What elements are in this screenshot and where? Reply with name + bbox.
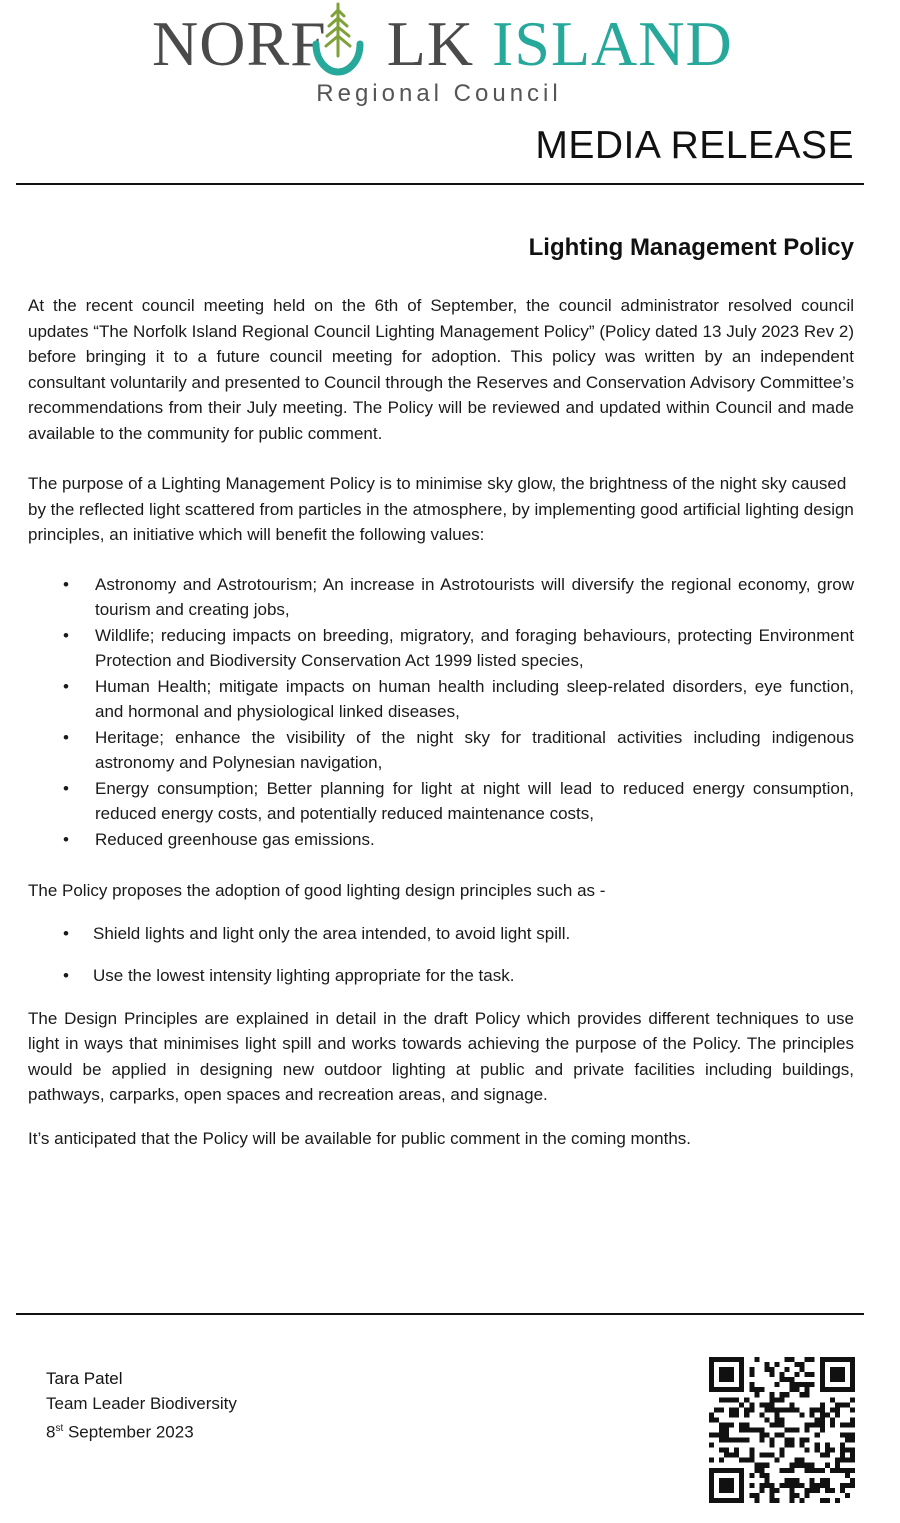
council-logo xyxy=(0,0,900,112)
paragraph-purpose: The purpose of a Lighting Management Policy is to minimise sky glow, the brightness of the night sky caused by the reflected light scattered from particles in the atmosphere, by implementing good artificial lighting design principles, an initiative which will benefit the following values: xyxy=(28,474,854,544)
bullet-icon: • xyxy=(63,727,69,747)
paragraph-public-comment: It’s anticipated that the Policy will be available for public comment in the coming months. xyxy=(28,1128,692,1148)
logo-word-norfolk-start: NORF xyxy=(152,8,327,79)
list-item-text: Energy consumption; Better planning for light at night will lead to reduced energy consumption, reduced energy costs, and potentially reduced maintenance costs, xyxy=(95,778,854,823)
bullet-icon: • xyxy=(63,676,69,696)
list-item-text: Reduced greenhouse gas emissions. xyxy=(95,829,375,849)
logo-wordmark xyxy=(152,10,733,78)
list-item-text: Heritage; enhance the visibility of the night sky for traditional activities including indigenous astronomy and Polynesian navigation, xyxy=(95,727,854,772)
release-date-suffix: st xyxy=(55,1423,64,1434)
list-item-text: Use the lowest intensity lighting appropriate for the task. xyxy=(93,966,515,985)
list-item xyxy=(28,572,854,623)
list-item-text: Wildlife; reducing impacts on breeding, migratory, and foraging behaviours, protecting Environment Protection and Biodiversity Conservation Act 1999 listed species, xyxy=(95,625,854,670)
list-item xyxy=(28,921,854,947)
release-date-day: 8 xyxy=(46,1422,56,1442)
values-list xyxy=(28,572,854,853)
paragraph-intro: At the recent council meeting held on the 6th of September, the council administrator resolved council updates “The Norfolk Island Regional Council Lighting Management Policy” (Policy dated 13 July 2023 Rev 2) before bringing it to a future council meeting for adoption. This policy was written by an independent consultant voluntarily and presented to Council through the Reserves and Conservation Advisory Committee’s recommendations from their July meeting. The Policy will be reviewed and updated within Council and made available to the community for public comment. xyxy=(28,296,854,443)
bullet-icon: • xyxy=(63,574,69,594)
article-title: Lighting Management Policy xyxy=(528,234,854,261)
list-item-text: Human Health; mitigate impacts on human health including sleep-related disorders, eye function, and hormonal and physiological linked diseases, xyxy=(95,676,854,721)
release-date xyxy=(46,1416,237,1445)
logo-word-norfolk-end: LK xyxy=(386,8,475,79)
list-item xyxy=(28,827,854,853)
paragraph-principles-intro: The Policy proposes the adoption of good lighting design principles such as - xyxy=(28,881,606,900)
header-divider xyxy=(16,183,864,185)
document-type-heading: MEDIA RELEASE xyxy=(535,124,854,167)
bullet-icon: • xyxy=(63,829,69,849)
logo-subtitle: Regional Council xyxy=(316,80,562,107)
footer-divider xyxy=(16,1313,864,1315)
article-body xyxy=(28,293,854,1151)
release-date-rest: September 2023 xyxy=(63,1422,194,1442)
list-item xyxy=(28,674,854,725)
list-item xyxy=(28,623,854,674)
list-item xyxy=(28,776,854,827)
author-role: Team Leader Biodiversity xyxy=(46,1394,237,1413)
paragraph-design-principles: The Design Principles are explained in detail in the draft Policy which provides different techniques to use light in ways that minimises light spill and works towards achieving the purpose of the Policy. The principles would be applied in designing new outdoor lighting at public and private facilities including buildings, pathways, carparks, open spaces and recreation areas, and signage. xyxy=(28,1008,854,1104)
list-item-text: Shield lights and light only the area intended, to avoid light spill. xyxy=(93,923,571,943)
principles-list xyxy=(28,921,854,989)
qr-code-icon xyxy=(709,1357,855,1503)
list-item xyxy=(28,725,854,776)
logo-word-island: ISLAND xyxy=(492,8,733,79)
bullet-icon: • xyxy=(63,778,69,798)
author-name: Tara Patel xyxy=(46,1369,123,1388)
signature-block xyxy=(46,1366,237,1445)
list-item-text: Astronomy and Astrotourism; An increase in Astrotourists will diversify the regional economy, grow tourism and creating jobs, xyxy=(95,574,854,619)
list-item xyxy=(28,963,854,989)
bullet-icon: • xyxy=(63,625,69,645)
norfolk-pine-emblem-icon xyxy=(306,0,370,80)
bullet-icon: • xyxy=(63,923,69,943)
bullet-icon: • xyxy=(63,966,69,985)
